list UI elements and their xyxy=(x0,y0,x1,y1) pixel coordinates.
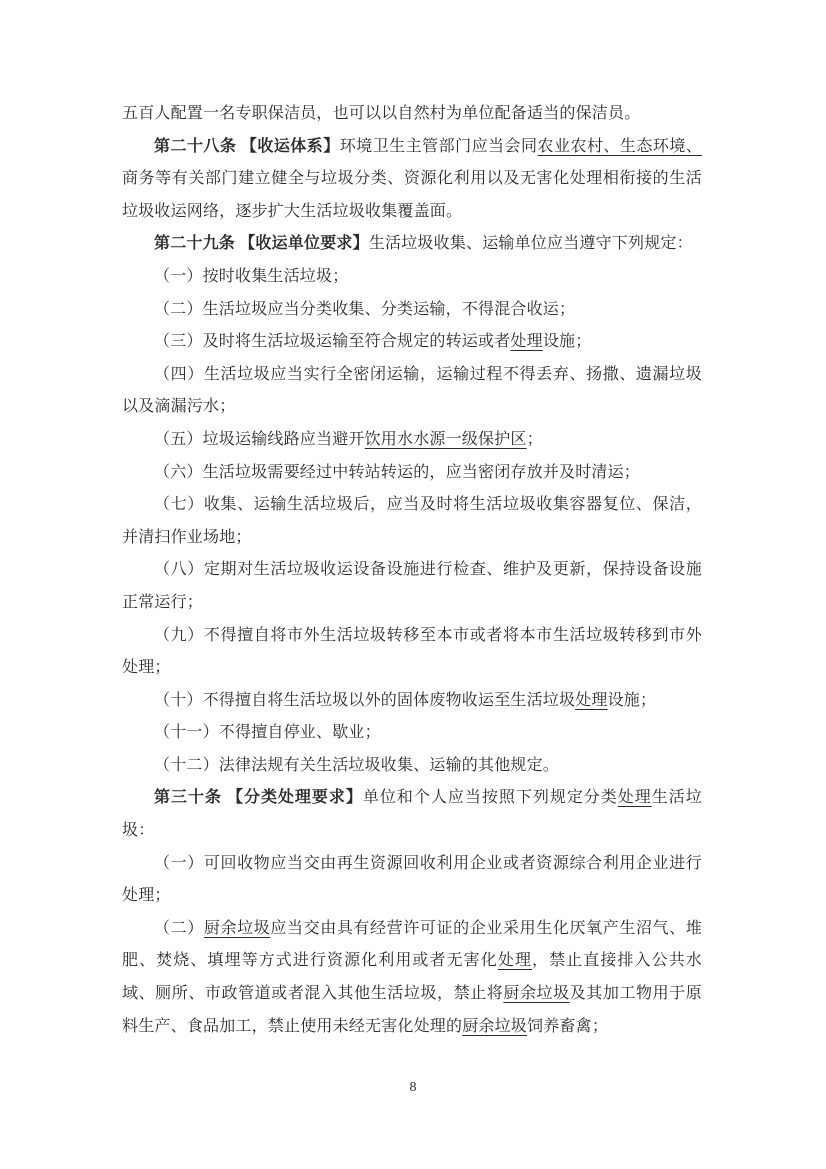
text-segment: 饲养畜禽； xyxy=(527,1017,609,1035)
text-segment: 环境卫生主管部门应当会同 xyxy=(339,137,538,155)
paragraph-item-29-6 xyxy=(122,457,702,490)
text-segment: 五百人配置一名专职保洁员，也可以以自然村为单位配备适当的保洁员。 xyxy=(122,105,641,122)
text-segment: 设施； xyxy=(607,691,657,709)
text-segment: （十二）法律法规有关生活垃圾收集、运输的其他规定。 xyxy=(154,756,560,774)
article-number-label: 第二十九条 【收运单位要求】 xyxy=(154,235,369,253)
paragraph-item-29-2 xyxy=(122,294,702,327)
text-segment: （一）可回收物应当交由再生资源回收利用企业或者资源综合利用企业进行处理； xyxy=(122,854,702,905)
text-segment: （三）及时将生活垃圾运输至符合规定的转运或者 xyxy=(154,333,511,351)
underlined-term: 处理 xyxy=(497,952,533,970)
underlined-term: 处理 xyxy=(575,691,608,709)
text-segment: 生活垃圾： xyxy=(122,789,702,840)
paragraph-item-30-1 xyxy=(122,848,702,913)
text-segment: ； xyxy=(526,430,543,448)
article-number-label: 第二十八条 【收运体系】 xyxy=(154,137,340,155)
text-segment: （六）生活垃圾需要经过中转站转运的，应当密闭存放并及时清运； xyxy=(154,463,641,481)
paragraph-continuation xyxy=(122,98,702,131)
text-segment: （二）生活垃圾应当分类收集、分类运输，不得混合收运； xyxy=(154,300,576,318)
paragraph-item-29-1 xyxy=(122,261,702,294)
text-segment: （八）定期对生活垃圾收运设备设施进行检查、维护及更新，保持设备设施正常运行； xyxy=(122,561,702,611)
text-segment: （九）不得擅自将市外生活垃圾转移至本市或者将本市生活垃圾转移到市外处理； xyxy=(122,626,702,677)
paragraph-item-29-5 xyxy=(122,424,702,457)
paragraph-item-29-4 xyxy=(122,359,702,424)
underlined-term: 处理 xyxy=(510,333,543,351)
text-segment: （四）生活垃圾应当实行全密闭运输，运输过程不得丢弃、扬撒、遗漏垃圾以及滴漏污水； xyxy=(122,365,702,416)
text-segment: （十）不得擅自将生活垃圾以外的固体废物收运至生活垃圾 xyxy=(154,691,576,709)
paragraph-item-29-11 xyxy=(122,717,702,750)
text-segment: （十一）不得擅自停业、歇业； xyxy=(154,724,381,742)
article-number-label: 第三十条 【分类处理要求】 xyxy=(154,789,363,807)
underlined-term: 厨余垃圾 xyxy=(503,985,570,1003)
text-segment: 应当交由具有经营许可证的企业采用生化厌氧产生沼气、堆肥、焚烧、填埋等方式进行资源化利用或者无害化 xyxy=(122,919,702,970)
text-segment: 商务等有关部门建立健全与垃圾分类、资源化利用以及无害化处理相衔接的生活垃圾收运网络，逐步扩大生活垃圾收集覆盖面。 xyxy=(122,170,702,220)
paragraph-article-29 xyxy=(122,228,702,261)
text-segment: （七）收集、运输生活垃圾后，应当及时将生活垃圾收集容器复位、保洁，并清扫作业场地； xyxy=(122,496,702,546)
document-body xyxy=(122,98,702,1043)
underlined-term: 处理 xyxy=(617,789,652,807)
text-segment: 及其加工物用于原料生产、食品加工，禁止使用未经无害化处理的 xyxy=(122,985,702,1035)
text-segment: （二） xyxy=(154,919,204,937)
paragraph-item-29-10 xyxy=(122,685,702,718)
paragraph-article-30 xyxy=(122,782,702,847)
page-footer xyxy=(0,1078,826,1098)
page-number: 8 xyxy=(409,1080,417,1095)
paragraph-item-29-3 xyxy=(122,326,702,359)
text-segment: （五）垃圾运输线路应当避开 xyxy=(154,430,365,448)
text-segment: 单位和个人应当按照下列规定分类 xyxy=(362,789,618,807)
text-segment: （一）按时收集生活垃圾； xyxy=(154,267,349,285)
paragraph-item-29-9 xyxy=(122,620,702,685)
text-segment: 生活垃圾收集、运输单位应当遵守下列规定： xyxy=(368,235,693,253)
text-segment: 设施； xyxy=(542,333,592,351)
underlined-term: 农业农村、生态环境、 xyxy=(537,137,703,155)
paragraph-item-29-12 xyxy=(122,750,702,783)
paragraph-article-28 xyxy=(122,131,702,229)
paragraph-item-29-7 xyxy=(122,489,702,554)
underlined-term: 厨余垃圾 xyxy=(203,919,271,937)
paragraph-item-30-2 xyxy=(122,913,702,1043)
underlined-term: 饮用水水源一级保护区 xyxy=(364,430,527,448)
text-segment: ，禁止直接排入公共水域、厕所、市政管道或者混入其他生活垃圾，禁止将 xyxy=(122,952,702,1003)
paragraph-item-29-8 xyxy=(122,554,702,619)
underlined-term: 厨余垃圾 xyxy=(462,1017,528,1035)
